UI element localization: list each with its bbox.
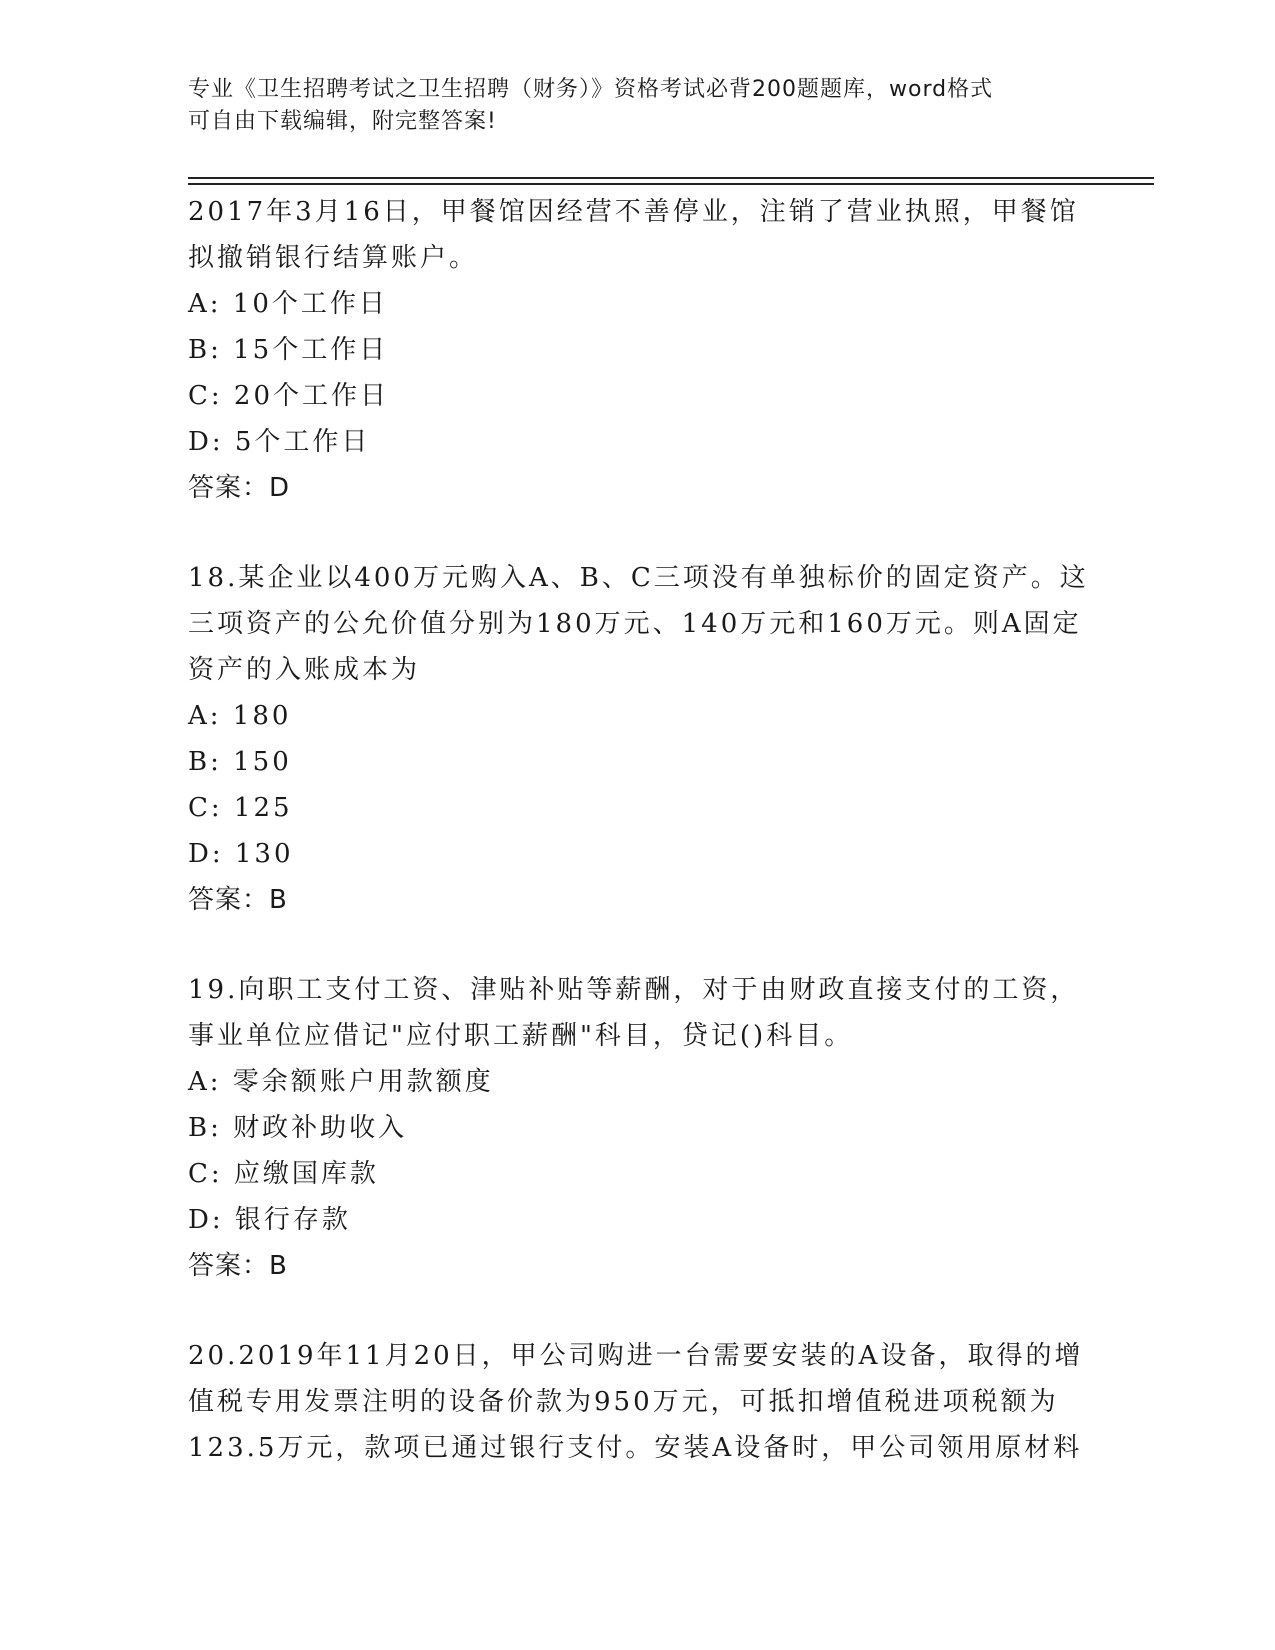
option-b: B: 15个工作日	[188, 335, 389, 365]
document-header	[188, 74, 1088, 138]
option-d: D: 银行存款	[188, 1205, 351, 1235]
question-stem: 三项资产的公允价值分别为180万元、140万元和160万元。则A固定	[188, 609, 1082, 639]
spacer	[188, 923, 1088, 967]
question-list	[188, 189, 1088, 1471]
header-title-line-1: 专业《卫生招聘考试之卫生招聘（财务）》资格考试必背200题题库，word格式	[188, 77, 994, 102]
option-c: C: 20个工作日	[188, 381, 390, 411]
option-a: A: 180	[188, 701, 292, 731]
answer-line: 答案：D	[188, 473, 291, 503]
option-c: C: 125	[188, 793, 293, 823]
question-stem: 值税专用发票注明的设备价款为950万元，可抵扣增值税进项税额为	[188, 1387, 1059, 1417]
spacer	[188, 1289, 1088, 1333]
option-a: A: 10个工作日	[188, 289, 388, 319]
question-stem: 19.向职工支付工资、津贴补贴等薪酬，对于由财政直接支付的工资，	[188, 975, 1080, 1005]
option-a: A: 零余额账户用款额度	[188, 1067, 494, 1097]
option-c: C: 应缴国库款	[188, 1159, 379, 1189]
answer-line: 答案：B	[188, 1251, 288, 1281]
question-stem: 事业单位应借记"应付职工薪酬"科目，贷记()科目。	[188, 1021, 854, 1051]
question-18	[188, 555, 1088, 923]
question-20	[188, 1333, 1088, 1471]
question-stem: 资产的入账成本为	[188, 655, 421, 685]
option-d: D: 130	[188, 839, 294, 869]
question-stem: 123.5万元，款项已通过银行支付。安装A设备时，甲公司领用原材料	[188, 1433, 1083, 1463]
spacer	[188, 511, 1088, 555]
question-stem: 2017年3月16日，甲餐馆因经营不善停业，注销了营业执照，甲餐馆	[188, 197, 1079, 227]
question-stem: 20.2019年11月20日，甲公司购进一台需要安装的A设备，取得的增	[188, 1341, 1084, 1371]
answer-line: 答案：B	[188, 885, 288, 915]
question-stem: 18.某企业以400万元购入A、B、C三项没有单独标价的固定资产。这	[188, 563, 1089, 593]
header-rule-top	[188, 177, 1154, 179]
question-17	[188, 189, 1088, 511]
option-b: B: 财政补助收入	[188, 1113, 408, 1143]
question-19	[188, 967, 1088, 1289]
option-d: D: 5个工作日	[188, 427, 371, 457]
header-title-line-2: 可自由下载编辑，附完整答案!	[188, 109, 497, 134]
option-b: B: 150	[188, 747, 292, 777]
header-rule-bottom	[188, 183, 1154, 185]
question-stem: 拟撤销银行结算账户。	[188, 243, 479, 273]
